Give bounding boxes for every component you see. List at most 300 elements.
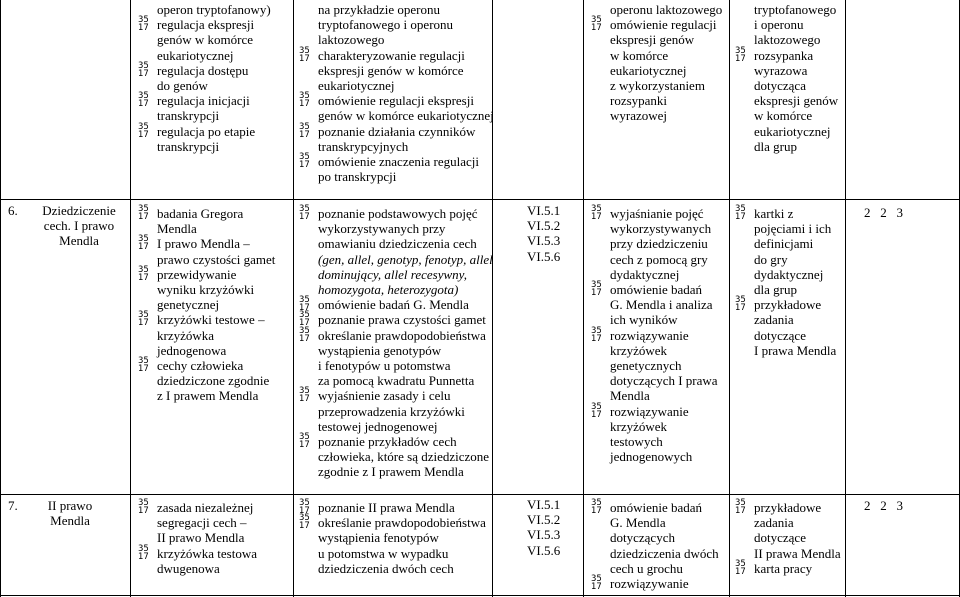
list-item-start — [137, 121, 291, 140]
list-item-line — [298, 139, 490, 154]
list-item-line — [734, 124, 844, 139]
list-item-start — [734, 206, 844, 221]
line-text: dotyczące — [754, 530, 806, 546]
list-item-line — [298, 373, 490, 388]
line-text: segregacji cech – — [157, 515, 247, 531]
list-item-line — [734, 17, 844, 32]
list-item-line — [590, 358, 728, 373]
line-text: wykorzystywanych przy — [318, 221, 446, 237]
column-divider — [729, 0, 730, 597]
line-text: wystąpienia genotypów — [318, 342, 442, 358]
line-text: dotyczących — [610, 530, 675, 546]
line-text: dziedziczenia dwóch — [610, 545, 719, 561]
list-item-start — [590, 206, 728, 221]
list-item-start — [137, 312, 291, 327]
list-item-line — [298, 561, 490, 576]
list-item-line — [298, 358, 490, 373]
line-text: zadania — [754, 515, 794, 531]
line-text: eukariotycznej — [318, 78, 395, 94]
line-text: eukariotycznej — [610, 62, 687, 78]
text-line: VI.5.2 — [527, 218, 561, 234]
list-item-line — [298, 17, 490, 32]
list-item-line — [590, 267, 728, 282]
line-text: genów w komórce — [157, 32, 254, 48]
row6-hours: 2 2 3 — [864, 205, 903, 220]
line-text: za pomocą kwadratu Punnetta — [318, 373, 475, 389]
line-text: do genów — [157, 78, 208, 94]
list-item-line — [734, 515, 844, 530]
line-text: cech z pomocą gry — [610, 251, 708, 267]
text-line: Mendla — [50, 513, 90, 529]
row6-methods-cell — [590, 206, 728, 464]
list-item-line — [734, 546, 844, 561]
list-item-start — [734, 500, 844, 515]
line-text: dotycząca — [754, 78, 806, 94]
column-divider — [845, 0, 846, 597]
line-text: regulacja po etapie — [157, 123, 256, 139]
line-text: do gry — [754, 251, 788, 267]
line-text: ekspresji genów — [754, 93, 839, 109]
row7-content-cell — [137, 500, 291, 576]
list-item-start — [298, 121, 490, 140]
row6-number: 6. — [8, 203, 18, 218]
list-item-line — [590, 546, 728, 561]
list-item-start — [590, 576, 728, 591]
list-item-line — [298, 530, 490, 545]
line-text: I prawo Mendla – — [157, 236, 250, 252]
line-text: tryptofanowego — [754, 2, 837, 17]
list-item-line — [298, 108, 494, 124]
list-item-line — [137, 297, 291, 312]
line-text: laktozowego — [318, 32, 385, 48]
text-line: VI.5.2 — [527, 512, 561, 528]
line-text: dla grup — [754, 138, 797, 154]
list-item-line — [137, 32, 291, 47]
list-item-line — [590, 48, 728, 63]
list-item-line — [590, 78, 728, 93]
list-item-start — [298, 154, 490, 169]
list-item-line — [137, 252, 291, 267]
list-item-line — [734, 221, 844, 236]
list-item-line — [298, 63, 490, 78]
list-bullet-icon: 35 17 — [735, 295, 746, 314]
list-item-start — [298, 297, 490, 312]
list-bullet-icon: 35 17 — [735, 45, 746, 64]
line-text: poznanie podstawowych pojęć — [318, 206, 478, 221]
list-item-line — [734, 328, 844, 343]
text-line: II prawo — [47, 498, 93, 513]
line-text: poznanie prawa czystości gamet — [318, 312, 486, 328]
line-text: dotyczących I prawa — [610, 373, 718, 389]
list-bullet-icon: 35 17 — [299, 498, 310, 516]
list-bullet-icon: 35 17 — [138, 60, 149, 79]
row7-topic — [30, 498, 110, 528]
list-item-start — [298, 45, 490, 64]
list-bullet-icon: 35 17 — [591, 204, 602, 222]
line-text: homozygota, heterozygota) — [318, 282, 459, 298]
line-text: transkrypcyjnych — [318, 138, 409, 154]
line-text: z I prawem Mendla — [157, 388, 259, 404]
line-text: krzyżówek — [610, 418, 668, 434]
line-text: testowej jednogenowej — [318, 418, 438, 434]
line-text: G. Mendla i analiza — [610, 297, 713, 313]
text-line: VI.5.1 — [527, 203, 561, 218]
line-text: Mendla — [157, 221, 197, 237]
line-text: ekspresji genów — [610, 32, 695, 48]
list-item-line — [137, 221, 291, 236]
list-bullet-icon: 35 17 — [299, 432, 310, 451]
list-item-start — [137, 543, 291, 562]
list-item-line — [734, 93, 844, 108]
list-item-line — [734, 282, 844, 297]
line-text: ich wyników — [610, 312, 678, 328]
line-text: ekspresji genów w komórce — [318, 62, 464, 78]
list-bullet-icon: 35 17 — [138, 498, 149, 516]
list-item-line — [137, 515, 291, 530]
line-text: rozsypanki — [610, 93, 668, 109]
line-text: i operonu — [754, 17, 804, 33]
list-item-line — [590, 312, 728, 327]
list-item-line — [590, 108, 728, 123]
list-item-line — [590, 93, 728, 108]
line-text: II prawo Mendla — [157, 530, 245, 546]
list-item-line — [734, 139, 844, 154]
line-text: genetycznych — [610, 358, 682, 374]
list-item-line — [298, 236, 490, 251]
list-bullet-icon: 35 17 — [299, 91, 310, 110]
row6-materials-cell — [734, 206, 844, 358]
list-item-line — [137, 139, 291, 154]
line-text: przy dziedziczeniu — [610, 236, 708, 252]
list-item-start — [298, 434, 490, 449]
line-text: II prawa Mendla — [754, 545, 841, 561]
line-text: testowych — [610, 434, 663, 450]
line-text: w komórce — [610, 47, 669, 63]
text-line: Dziedziczenie — [42, 203, 116, 218]
row7-materials-cell — [734, 500, 844, 576]
list-bullet-icon: 35 17 — [299, 45, 310, 64]
list-item-start — [590, 282, 728, 297]
line-text: u potomstwa w wypadku — [318, 545, 449, 561]
list-bullet-icon: 35 17 — [735, 204, 746, 222]
list-item-start — [298, 93, 490, 108]
list-item-line — [590, 221, 728, 236]
line-text: dydaktycznej — [610, 266, 680, 282]
text-line: VI.5.6 — [527, 248, 561, 264]
list-item-start — [298, 325, 490, 344]
row7-hours: 2 2 3 — [864, 498, 903, 513]
list-item-line — [590, 32, 728, 47]
line-text: dotyczące — [754, 327, 806, 343]
line-text: definicjami — [754, 236, 814, 252]
table-border-bottom — [0, 595, 960, 596]
line-text: omówienie badań G. Mendla — [318, 297, 469, 313]
line-text: przeprowadzenia krzyżówki — [318, 403, 465, 419]
list-bullet-icon: 35 17 — [299, 513, 310, 532]
list-bullet-icon: 35 17 — [299, 310, 310, 329]
list-item-start — [137, 206, 291, 221]
line-text: dziedziczenia dwóch cech — [318, 560, 454, 576]
list-bullet-icon: 35 17 — [735, 498, 746, 516]
row-divider — [0, 199, 960, 200]
list-bullet-icon: 35 17 — [138, 543, 149, 562]
list-item-line — [590, 297, 728, 312]
list-bullet-icon: 35 17 — [299, 152, 310, 171]
list-item-line — [298, 343, 490, 358]
list-item-start — [298, 206, 490, 221]
list-item-line — [590, 373, 728, 388]
line-text: genetycznej — [157, 297, 220, 313]
list-bullet-icon: 35 17 — [299, 295, 310, 314]
top-content-cell — [137, 2, 291, 154]
line-text: eukariotycznej — [754, 123, 831, 139]
row6-objectives-cell — [298, 204, 493, 480]
list-item-start — [298, 500, 490, 515]
line-text: tryptofanowego i operonu — [318, 17, 454, 33]
line-text: transkrypcji — [157, 108, 220, 124]
list-item-line — [590, 561, 728, 576]
line-text: regulacja dostępu — [157, 62, 249, 78]
list-item-line — [137, 343, 291, 358]
text-line: cech. I prawo — [43, 218, 115, 234]
column-divider — [130, 0, 131, 597]
list-item-line — [298, 546, 490, 561]
line-text: poznanie przykładów cech — [318, 434, 457, 450]
column-divider — [293, 0, 294, 597]
list-item-line — [298, 78, 490, 93]
line-text: operon tryptofanowy) — [157, 2, 271, 17]
list-item-start — [137, 17, 291, 32]
list-item-start — [298, 515, 490, 530]
line-text: laktozowego — [754, 32, 821, 48]
list-item-line — [590, 343, 728, 358]
line-text: eukariotycznej — [157, 47, 234, 63]
line-text: na przykładzie operonu — [318, 2, 441, 17]
row7-objectives-cell — [298, 500, 490, 576]
list-item-start — [590, 17, 728, 32]
list-item-line — [298, 267, 490, 282]
list-item-line — [298, 2, 490, 17]
list-item-line — [590, 236, 728, 251]
list-bullet-icon: 35 17 — [735, 558, 746, 577]
list-item-line — [137, 328, 291, 343]
list-item-line — [137, 282, 291, 297]
list-bullet-icon: 35 17 — [591, 325, 602, 344]
list-bullet-icon: 35 17 — [138, 121, 149, 140]
line-text: wyniku krzyżówki — [157, 282, 255, 298]
line-text: kartki z — [754, 206, 794, 221]
list-item-line — [137, 108, 291, 123]
line-text: wyrazowej — [610, 108, 668, 124]
line-text: i fenotypów u potomstwa — [318, 358, 451, 374]
line-text: regulacja inicjacji — [157, 93, 250, 109]
line-text: pojęciami i ich — [754, 221, 832, 237]
line-text: zgodnie z I prawem Mendla — [318, 464, 464, 480]
list-item-line — [734, 63, 844, 78]
list-item-line — [137, 388, 291, 403]
list-item-line — [298, 449, 490, 464]
line-text: przewidywanie — [157, 266, 237, 282]
list-item-line — [734, 32, 844, 47]
line-text: omówienie badań — [610, 282, 703, 298]
line-text: po transkrypcji — [318, 169, 397, 185]
list-item-line — [137, 78, 291, 93]
list-item-line — [734, 78, 844, 93]
line-text: wyjaśnianie pojęć — [610, 206, 704, 221]
list-item-line — [734, 252, 844, 267]
list-item-line — [590, 252, 728, 267]
list-item-line — [298, 404, 490, 419]
row7-methods-cell — [590, 500, 728, 591]
list-item-line — [734, 267, 844, 282]
line-text: genów w komórce eukariotycznej — [318, 108, 494, 124]
line-text: zadania — [754, 312, 794, 328]
list-bullet-icon: 35 17 — [138, 264, 149, 283]
line-text: omówienie badań — [610, 500, 703, 515]
list-bullet-icon: 35 17 — [138, 204, 149, 222]
list-bullet-icon: 35 17 — [591, 401, 602, 420]
list-item-line — [298, 221, 490, 236]
list-item-line — [734, 312, 844, 327]
list-item-line — [590, 515, 728, 530]
list-item-line — [734, 530, 844, 545]
line-text: jednogenowa — [157, 342, 227, 358]
line-text: przykładowe — [754, 297, 822, 313]
list-item-line — [590, 2, 728, 17]
line-text: krzyżówki testowe – — [157, 312, 265, 328]
line-text: wykorzystywanych — [610, 221, 712, 237]
table-border-left — [0, 0, 1, 597]
list-bullet-icon: 35 17 — [299, 121, 310, 140]
line-text: omówienie regulacji ekspresji — [318, 93, 474, 109]
list-item-start — [137, 500, 291, 515]
line-text: rozsypanka — [754, 47, 814, 63]
line-text: prawo czystości gamet — [157, 251, 276, 267]
list-item-start — [590, 325, 728, 344]
list-bullet-icon: 35 17 — [591, 280, 602, 299]
line-text: karta pracy — [754, 560, 813, 576]
line-text: wyjaśnienie zasady i celu — [318, 388, 451, 404]
list-item-start — [734, 558, 844, 577]
row6-topic — [30, 203, 128, 249]
list-item-line — [734, 108, 844, 123]
row7-requirements-cell — [527, 497, 582, 558]
list-bullet-icon: 35 17 — [138, 234, 149, 253]
row7-number: 7. — [8, 498, 18, 513]
list-item-line — [137, 2, 291, 17]
line-text: G. Mendla — [610, 515, 666, 531]
line-text: omówienie znaczenia regulacji — [318, 154, 479, 170]
list-item-start — [137, 60, 291, 79]
top-materials-cell — [734, 2, 844, 154]
list-item-line — [298, 251, 493, 267]
list-item-start — [137, 264, 291, 283]
text-line: VI.5.3 — [527, 233, 561, 249]
text-line: VI.5.1 — [527, 497, 561, 512]
line-text: w komórce — [754, 108, 813, 124]
list-bullet-icon: 35 17 — [138, 310, 149, 329]
column-divider — [492, 0, 493, 597]
line-text: człowieka, które są dziedziczone — [318, 449, 490, 465]
list-item-line — [590, 449, 728, 464]
list-bullet-icon: 35 17 — [138, 15, 149, 34]
line-text: z wykorzystaniem — [610, 78, 705, 94]
list-item-line — [734, 2, 844, 17]
line-text: krzyżówka — [157, 327, 215, 343]
list-bullet-icon: 35 17 — [138, 91, 149, 110]
list-item-line — [298, 419, 490, 434]
list-item-start — [137, 93, 291, 108]
list-bullet-icon: 35 17 — [299, 204, 310, 222]
list-item-line — [137, 373, 291, 388]
line-text: poznanie działania czynników — [318, 123, 476, 139]
line-text: rozwiązywanie — [610, 576, 689, 592]
line-text: dydaktycznej — [754, 266, 824, 282]
line-text: dwugenowa — [157, 560, 220, 576]
list-bullet-icon: 35 17 — [299, 386, 310, 405]
line-text: zasada niezależnej — [157, 500, 254, 515]
line-text: Mendla — [610, 388, 650, 404]
list-bullet-icon: 35 17 — [591, 574, 602, 593]
line-text: rozwiązywanie — [610, 327, 689, 343]
line-text: (gen, allel, genotyp, fenotyp, allel — [318, 251, 493, 267]
text-line: VI.5.6 — [527, 542, 561, 558]
list-item-line — [590, 434, 728, 449]
line-text: operonu laktozowego — [610, 2, 723, 17]
row-divider — [0, 494, 960, 495]
row6-requirements-cell — [527, 203, 582, 264]
list-item-start — [734, 45, 844, 64]
list-item-start — [137, 358, 291, 373]
list-bullet-icon: 35 17 — [591, 498, 602, 516]
list-item-line — [590, 388, 728, 403]
list-bullet-icon: 35 17 — [299, 325, 310, 344]
list-item-line — [734, 343, 844, 358]
line-text: krzyżówek — [610, 342, 668, 358]
line-text: rozwiązywanie — [610, 403, 689, 419]
line-text: krzyżówka testowa — [157, 545, 257, 561]
list-bullet-icon: 35 17 — [591, 15, 602, 34]
list-item-line — [298, 464, 490, 479]
line-text: omawianiu dziedziczenia cech — [318, 236, 477, 252]
line-text: transkrypcji — [157, 138, 220, 154]
line-text: wystąpienia fenotypów — [318, 530, 439, 546]
line-text: omówienie regulacji — [610, 17, 717, 33]
list-item-line — [590, 419, 728, 434]
list-item-start — [590, 500, 728, 515]
line-text: charakteryzowanie regulacji — [318, 47, 465, 63]
list-item-line — [298, 282, 490, 297]
list-item-line — [137, 48, 291, 63]
top-objectives-cell — [298, 2, 494, 185]
text-line: Mendla — [59, 233, 99, 249]
line-text: dominujący, allel recesywny, — [318, 266, 467, 282]
line-text: przykładowe — [754, 500, 822, 515]
list-item-line — [590, 63, 728, 78]
line-text: cech u grochu — [610, 560, 683, 576]
list-item-line — [137, 561, 291, 576]
list-item-line — [734, 236, 844, 251]
line-text: określanie prawdopodobieństwa — [318, 515, 486, 531]
list-item-line — [298, 169, 490, 184]
line-text: dla grup — [754, 282, 797, 298]
line-text: I prawa Mendla — [754, 342, 837, 358]
line-text: cechy człowieka — [157, 358, 244, 374]
list-item-start — [298, 388, 490, 403]
line-text: określanie prawdopodobieństwa — [318, 327, 486, 343]
line-text: poznanie II prawa Mendla — [318, 500, 455, 515]
column-divider — [583, 0, 584, 597]
